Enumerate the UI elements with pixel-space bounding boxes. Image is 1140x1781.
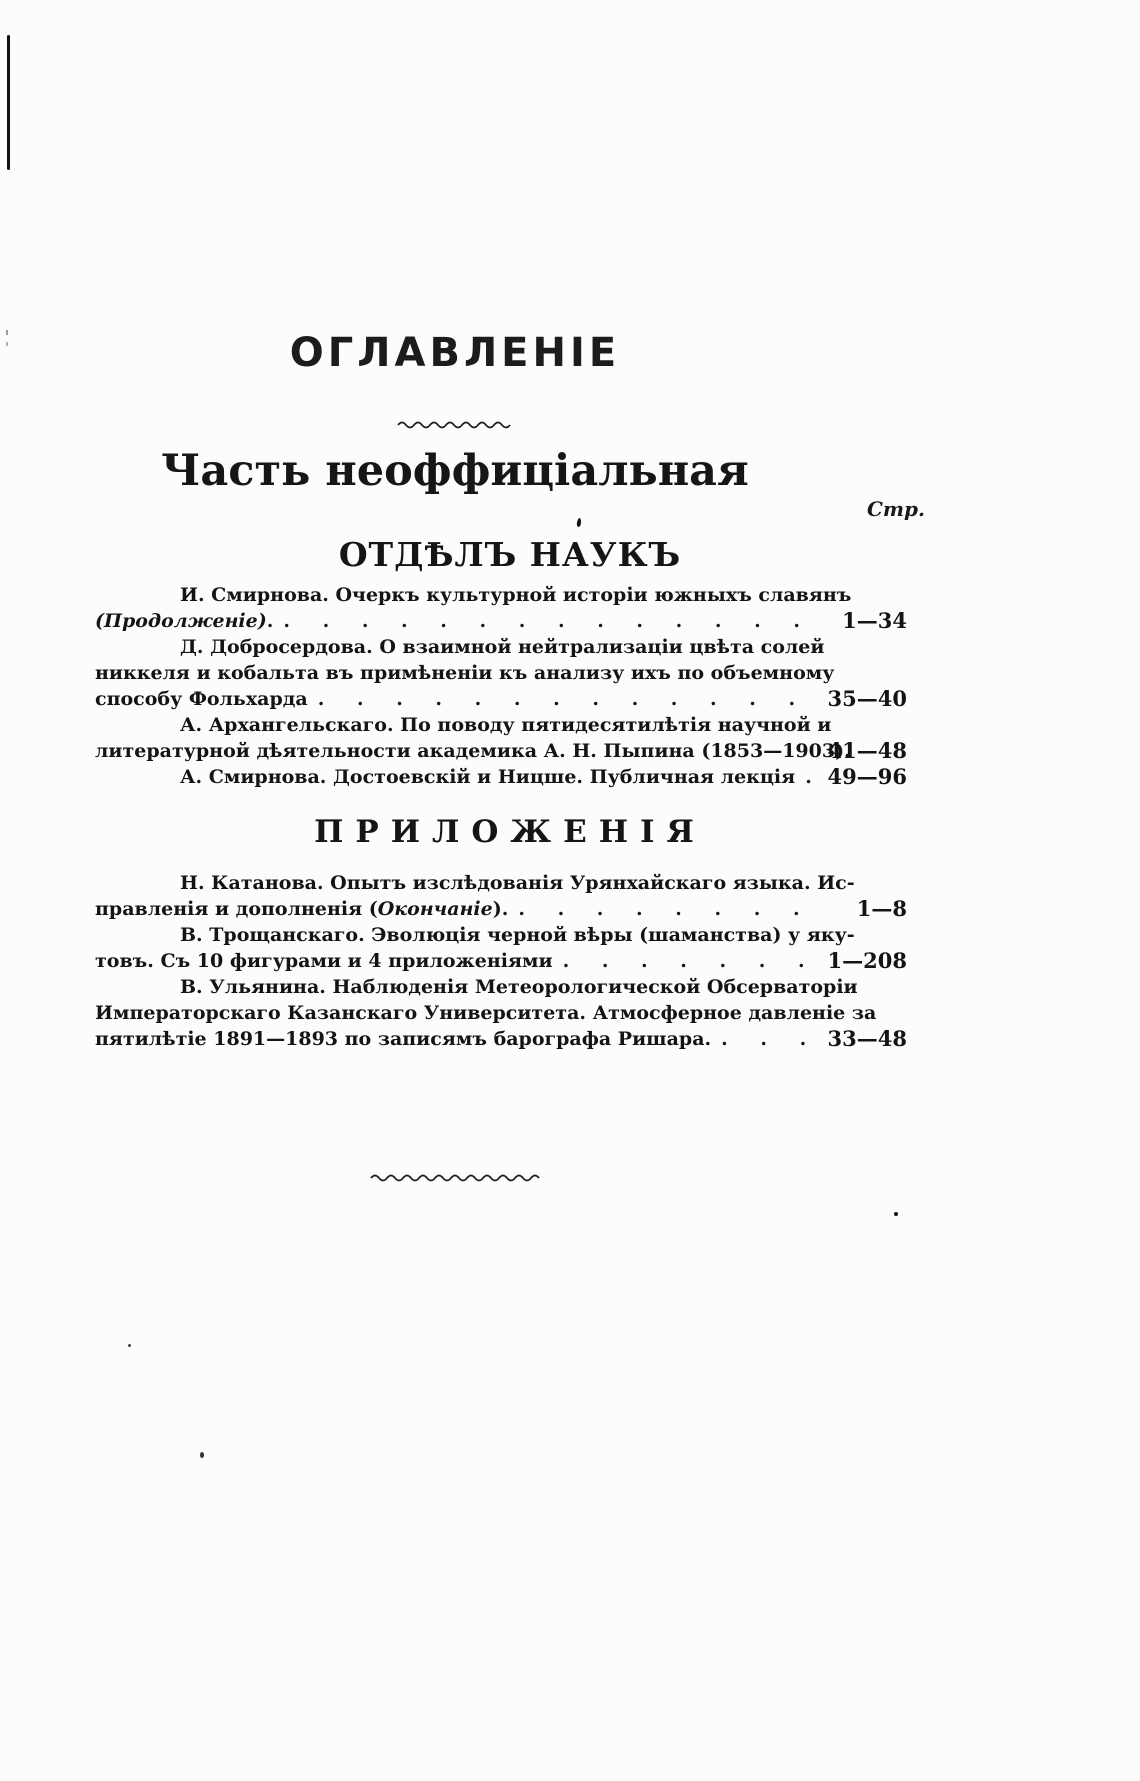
entry-text: А. Смирнова. Достоевскій и Ницше. Публичная лекція <box>180 766 796 788</box>
entry-text: . <box>266 610 274 632</box>
page-range: 49—96 <box>827 764 907 789</box>
wavy-line-icon <box>396 419 514 431</box>
page-range: 35—40 <box>827 686 907 711</box>
entry-last-line <box>95 608 815 634</box>
entry-text: литературной дѣятельности академика А. Н. Пыпина (1853—1903). <box>95 740 851 762</box>
toc-entry <box>95 582 907 634</box>
toc-entries-appendices <box>95 870 907 1052</box>
page-title: ОГЛАВЛЕНІЕ <box>289 330 621 376</box>
entry-italic-text: (Продолженіе) <box>95 610 267 632</box>
dot-leader <box>553 948 815 974</box>
entry-line: никкеля и кобальта въ примѣненіи къ анализу ихъ по объемному <box>95 662 835 684</box>
page-range: 1—8 <box>856 896 907 921</box>
section-heading-sciences: ОТДѢЛЪ НАУКЪ <box>338 535 682 574</box>
toc-entry <box>95 974 907 1052</box>
page-range: 1—208 <box>827 948 907 973</box>
page-range: 33—48 <box>827 1026 907 1051</box>
wavy-line-icon <box>369 1171 541 1185</box>
part-title: Часть неоффиціальная <box>161 446 749 496</box>
entry-italic-text: Окончаніе <box>377 898 493 920</box>
squiggle-divider <box>95 416 815 430</box>
entry-text: ). <box>492 898 509 920</box>
squiggle-divider-bottom <box>95 1170 815 1186</box>
scan-speck <box>894 1212 898 1216</box>
page-column-label: Стр. <box>866 497 925 521</box>
dot-leader <box>795 764 815 790</box>
toc-entry <box>95 634 907 712</box>
entry-line: Императорскаго Казанскаго Университета. Атмосферное давленіе за <box>95 1002 877 1024</box>
page-range: 1—34 <box>842 608 907 633</box>
toc-entry <box>95 870 907 922</box>
entry-last-line <box>95 1026 815 1052</box>
dot-leader <box>508 896 815 922</box>
entry-line: Н. Катанова. Опытъ изслѣдованія Урянхайскаго языка. Ис- <box>180 872 855 894</box>
dot-leader <box>711 1026 815 1052</box>
entry-last-line <box>95 896 815 922</box>
scan-speck <box>128 1344 131 1347</box>
entry-line: И. Смирнова. Очеркъ культурной исторіи южныхъ славянъ <box>180 584 852 606</box>
toc-entry <box>95 712 907 764</box>
entry-text: пятилѣтіе 1891—1893 по записямъ барографа Ришара. <box>95 1028 712 1050</box>
toc-entry <box>95 922 907 974</box>
entry-last-line <box>95 764 815 790</box>
entry-line: В. Ульянина. Наблюденія Метеорологической Обсерваторіи <box>180 976 858 998</box>
entry-last-line <box>95 948 815 974</box>
page-range: 41—48 <box>827 738 907 763</box>
entry-line: А. Архангельскаго. По поводу пятидесятилѣтія научной и <box>180 714 832 736</box>
entry-text: товъ. Съ 10 фигурами и 4 приложеніями <box>95 950 553 972</box>
scan-speck <box>200 1452 204 1458</box>
dot-leader <box>273 608 815 634</box>
dot-leader <box>308 686 815 712</box>
entry-last-line <box>95 686 815 712</box>
entry-text: правленія и дополненія ( <box>95 898 378 920</box>
section-heading-appendices: ПРИЛОЖЕНІЯ <box>314 814 706 850</box>
entry-last-line <box>95 738 851 764</box>
entry-text: способу Фольхарда <box>95 688 308 710</box>
toc-entry <box>95 764 907 790</box>
toc-entries-sciences <box>95 582 907 790</box>
entry-line: Д. Добросердова. О взаимной нейтрализаціи цвѣта солей <box>180 636 825 658</box>
entry-line: В. Трощанскаго. Эволюція черной вѣры (шаманства) у яку- <box>180 924 855 946</box>
